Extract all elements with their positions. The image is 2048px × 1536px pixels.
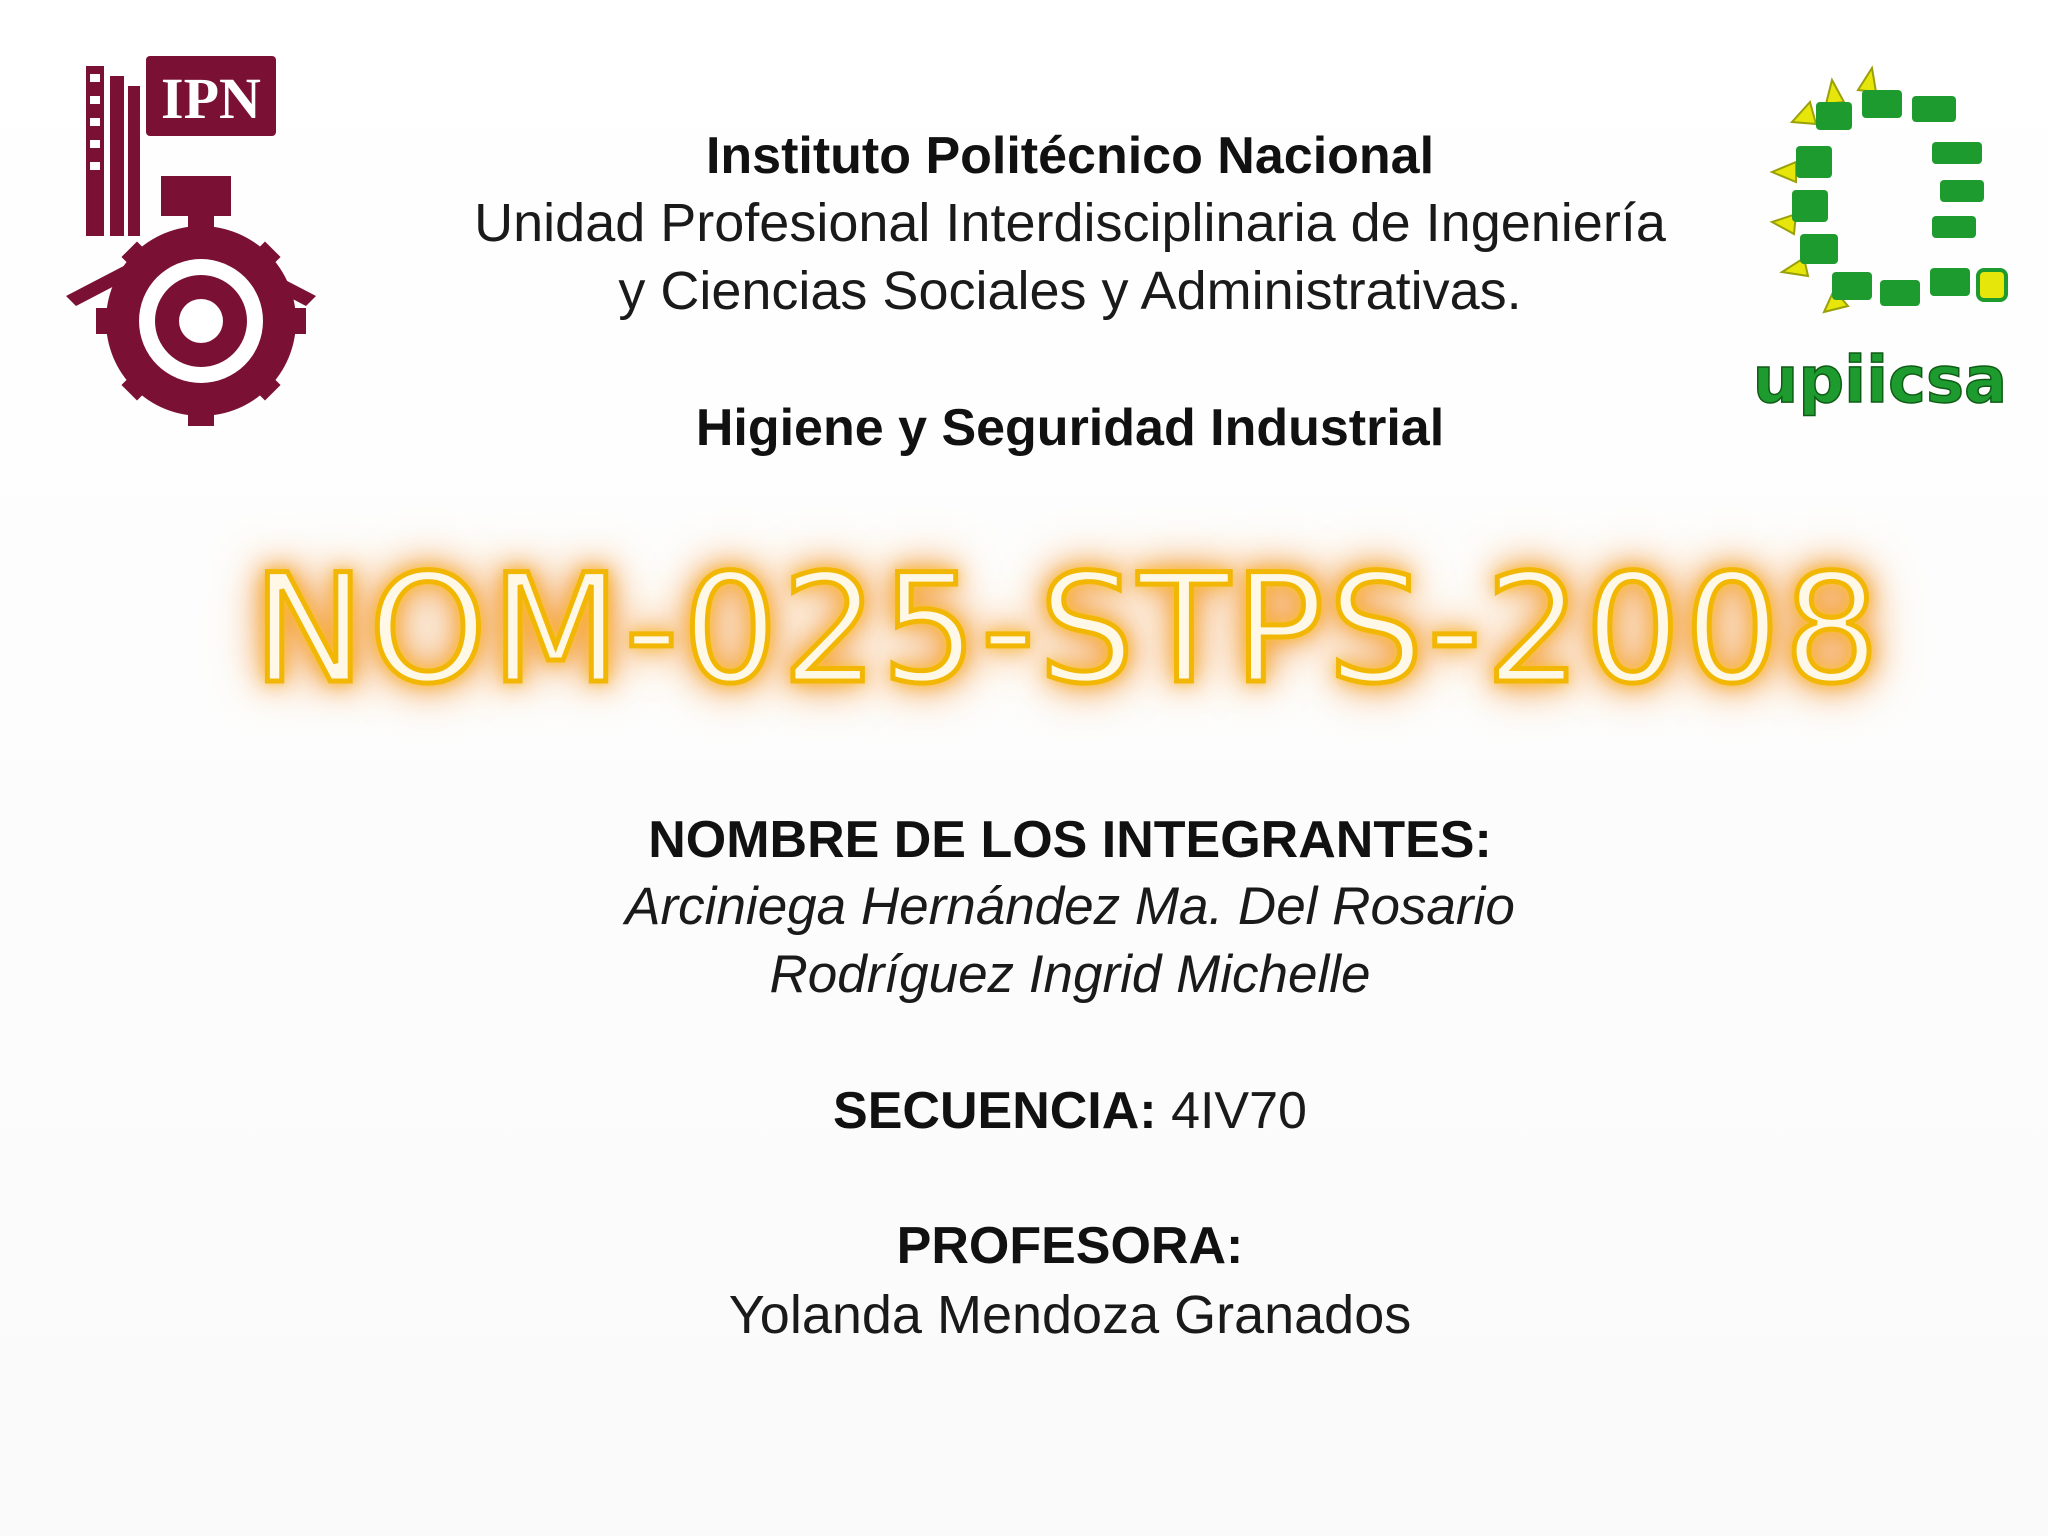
sequence-label: SECUENCIA: — [833, 1082, 1157, 1140]
course-name: Higiene y Seguridad Industrial — [695, 399, 1445, 457]
unit-name-line-2: y Ciencias Sociales y Administrativas. — [618, 261, 1522, 321]
members-label: NOMBRE DE LOS INTEGRANTES: — [648, 811, 1492, 869]
unit-name-line-1: Unidad Profesional Interdisciplinaria de Ingeniería — [474, 193, 1666, 253]
ipn-logo — [66, 56, 316, 436]
member-name: Arciniega Hernández Ma. Del Rosario — [625, 877, 1515, 936]
upiicsa-logo-text: upiicsa — [1752, 344, 2008, 418]
document-title: NOM-025-STPS-2008 — [252, 543, 1884, 717]
professor-name: Yolanda Mendoza Granados — [728, 1285, 1412, 1345]
sequence-value: 4IV70 — [1171, 1082, 1307, 1140]
ipn-emblem-icon — [66, 56, 316, 436]
sequence-line — [300, 1078, 1840, 1144]
institution-name: Instituto Politécnico Nacional — [705, 127, 1435, 185]
member-name: Rodríguez Ingrid Michelle — [769, 945, 1371, 1004]
professor-label: PROFESORA: — [896, 1217, 1244, 1275]
ipn-logo-text: IPN — [161, 66, 261, 131]
